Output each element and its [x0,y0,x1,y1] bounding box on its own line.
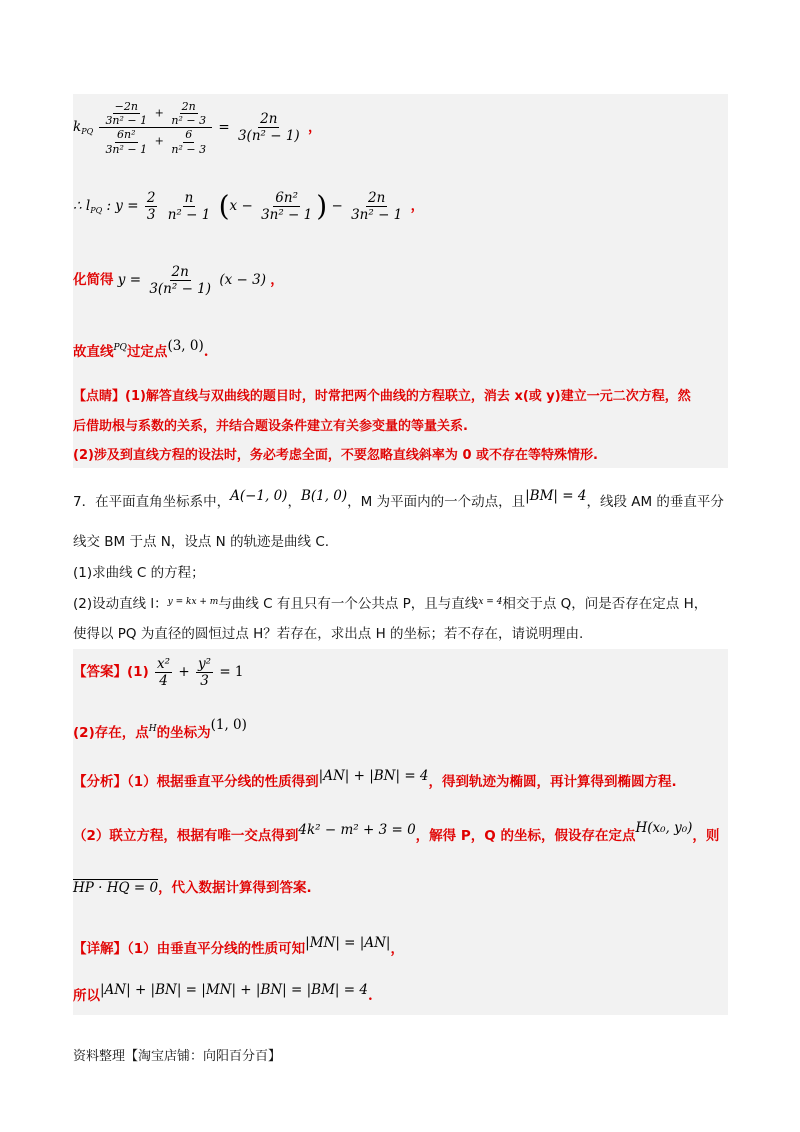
answer-2: (2)存在，点$^H$的坐标为(1, 0) [73,717,247,741]
question-7-line-5: 使得以 PQ 为直径的圆恒过点 H？若存在，求出点 H 的坐标；若不存在，请说明理由. [73,626,584,642]
dianjing-line-3: (2)涉及到直线方程的设法时，务必考虑全面，不要忽略直线斜率为 0 或不存在等特殊情形. [73,448,598,463]
question-7-line-4: (2)设动直线 l：$^{y = kx + m}$与曲线 C 有且只有一个公共点 P，且与直线$^{x = 4}$相交于点 Q，问是否存在定点 H， [73,596,708,612]
dianjing-line-2: 后借助根与系数的关系，并结合题设条件建立有关参变量的等量关系. [73,419,468,434]
answer-1: 【答案】(1) $\frac{\text{x²}}{4}$ + $\frac{\text{y²}}{3}$ = 1 [73,656,244,690]
fixed-point-line: 故直线$^{PQ}$过定点(3, 0). [73,338,209,360]
kpq-equation: $k_{PQ}$ $\frac{-2n}{\text{3n² − 1}}$ + $\frac{2n}{\text{n² − 3}}$ $\frac{\text{6n²}}{\text{3n² − 1}}$ + $\frac{6}{\text{n² − 3}}$ = $\frac{2n}{\text{3(n² − 1)}}$ ， [73,100,322,156]
analysis-1: 【分析】（1）根据垂直平分线的性质得到|AN| + |BN| = 4，得到轨迹为椭圆，再计算得到椭圆方程. [73,768,677,790]
analysis-2: （2）联立方程，根据有唯一交点得到4k² − m² + 3 = 0，解得 P，Q 的坐标，假设存在定点H(x₀, y₀)，则 [73,820,720,844]
footer-source: 资料整理【淘宝店铺：向阳百分百】 [73,1049,282,1064]
simplify-line: 化简得 y = $\frac{2n}{\text{3(n² − 1)}}$ (x − 3) ， [73,264,284,298]
detail-1: 【详解】（1）由垂直平分线的性质可知|MN| = |AN|， [73,935,404,957]
question-7-line-3: (1)求曲线 C 的方程； [73,565,205,581]
question-7-line-2: 线交 BM 于点 N，设点 N 的轨迹是曲线 C. [73,534,330,550]
detail-2: 所以|AN| + |BN| = |MN| + |BN| = |BM| = 4. [73,982,373,1004]
dot-product-line: HP · HQ = 0，代入数据计算得到答案. [73,880,312,896]
dianjing-line-1: 【点睛】(1)解答直线与双曲线的题目时，时常把两个曲线的方程联立，消去 x(或 y)建立一元二次方程，然 [73,389,691,404]
question-7-line-1: 7．在平面直角坐标系中，A(−1, 0)，B(1, 0)，M 为平面内的一个动点，且|BM| = 4，线段 AM 的垂直平分 [73,488,724,510]
lpq-equation: ∴ $l_{PQ}$ : y = $\frac{2}{3}$ $\frac{n}{\text{n² − 1}}$ (x − $\frac{\text{6n²}}{\text{3n² − 1}}$ ) − $\frac{2n}{\text{3n² − 1}}$ ， [73,189,425,224]
